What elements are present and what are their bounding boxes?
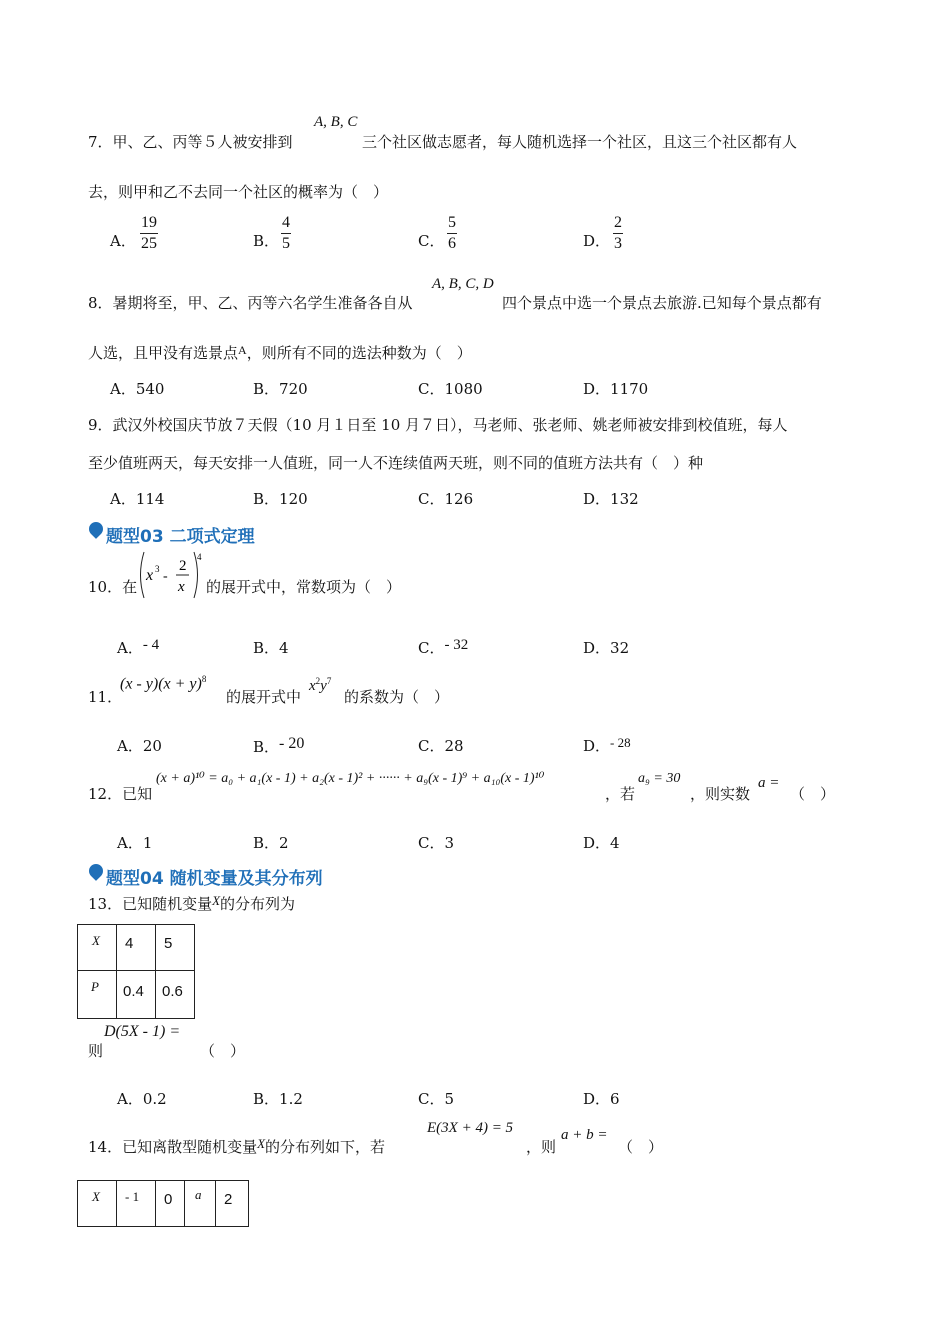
q10-option-b: B．4 xyxy=(253,639,289,657)
q7-option-d-fraction: 2 3 xyxy=(614,214,622,252)
q11-option-b: B．- 20 xyxy=(253,735,305,756)
q13-expression: D(5X - 1) = xyxy=(104,1023,181,1040)
q12-option-b: B．2 xyxy=(253,834,289,852)
q7-option-a-label: A． xyxy=(110,232,136,250)
q12-option-a: A．1 xyxy=(117,834,153,852)
q10-x: x xyxy=(146,567,154,584)
q12-var: a = xyxy=(758,775,780,791)
q13-option-b: B．1.2 xyxy=(253,1090,303,1108)
section-heading-04: 题型04 随机变量及其分布列 xyxy=(106,869,323,889)
q7-option-b-fraction: 4 5 xyxy=(282,214,290,252)
q10-prefix: 10．在 xyxy=(88,578,138,596)
q12-paren: （ ） xyxy=(790,785,836,803)
section-pin-icon xyxy=(86,861,106,881)
q10-option-d: D．32 xyxy=(583,639,630,657)
q13-paren: （ ） xyxy=(200,1042,246,1060)
q9-option-c: C．126 xyxy=(418,490,474,508)
q7-line1: 7．甲、乙、丙等５人被安排到 xyxy=(88,133,293,151)
q7-option-a-fraction: 19 25 xyxy=(141,214,157,252)
q7-line1-b: 三个社区做志愿者，每人随机选择一个社区，且这三个社区都有人 xyxy=(362,133,798,151)
table-cell: P xyxy=(78,971,117,1019)
q12-option-c: C．3 xyxy=(418,834,455,852)
table-cell: 0 xyxy=(156,1181,185,1227)
q8-line1-b: 四个景点中选一个景点去旅游.已知每个景点都有 xyxy=(502,294,822,312)
table-cell: a xyxy=(185,1181,216,1227)
q12-text-a: ，若 xyxy=(605,785,636,803)
table-cell: X xyxy=(78,1181,117,1227)
q9-line1: 9．武汉外校国庆节放７天假（10 月１日至 10 月７日），马老师、张老师、姚老师被安排到校值班，每人 xyxy=(88,416,788,434)
q8-option-b: B．720 xyxy=(253,380,308,398)
q10-option-c: C．- 32 xyxy=(418,637,469,657)
q11-option-c: C．28 xyxy=(418,737,464,755)
q7-option-c-fraction: 5 6 xyxy=(448,214,456,252)
q10-frac-den: x xyxy=(178,579,185,595)
q8-line1: 8．暑期将至，甲、乙、丙等六名学生准备各自从 xyxy=(88,294,413,312)
q8-option-d: D．1170 xyxy=(583,380,649,398)
q12-equation: (x + a)¹⁰ = a₀ + a₁(x - 1) + a₂(x - 1)² + ······ + a₉(x - 1)⁹ + a₁₀(x - 1)¹⁰ xyxy=(156,771,545,786)
q10-exp3: 3 xyxy=(155,564,160,574)
q8-option-a: A．540 xyxy=(110,380,165,398)
q7-option-d-label: D． xyxy=(583,232,611,250)
q13-option-c: C．5 xyxy=(418,1090,455,1108)
table-cell: 4 xyxy=(117,925,156,971)
table-cell: 2 xyxy=(216,1181,249,1227)
q12-option-d: D．4 xyxy=(583,834,620,852)
q14-text-a: 14．已知离散型随机变量X的分布列如下，若 xyxy=(88,1136,386,1156)
q10-pow: 4 xyxy=(197,552,202,562)
q10-text: 的展开式中，常数项为（ ） xyxy=(206,578,402,596)
q13-option-d: D．6 xyxy=(583,1090,620,1108)
q9-option-a: A．114 xyxy=(110,490,165,508)
q11-expression: $(x - y)(x + y)^8$ xyxy=(120,674,207,693)
q11-option-d: D．- 28 xyxy=(583,735,631,755)
q12-condition: a₉ = 30 xyxy=(638,771,681,786)
q10-option-a: A．- 4 xyxy=(117,637,160,657)
q13-option-a: A．0.2 xyxy=(117,1090,167,1108)
q11-text-b: 的系数为（ ） xyxy=(344,688,450,706)
q10-binomial-expression xyxy=(136,550,206,600)
q8-line2: 人选，且甲没有选景点$^A$，则所有不同的选法种数为（ ） xyxy=(88,343,472,362)
q7-option-b-label: B． xyxy=(253,232,280,250)
q9-option-b: B．120 xyxy=(253,490,308,508)
q13-distribution-table xyxy=(77,924,195,1019)
q12-text-b: ，则实数 xyxy=(690,785,751,803)
q11-option-a: A．20 xyxy=(117,737,162,755)
table-cell: 0.6 xyxy=(156,971,195,1019)
q11-term: $x^2y^7$ xyxy=(309,676,332,694)
q14-condition: E(3X + 4) = 5 xyxy=(427,1120,514,1136)
q7-math-abc: A, B, C xyxy=(314,114,358,130)
table-cell: 5 xyxy=(156,925,195,971)
q12-prefix: 12．已知 xyxy=(88,785,153,803)
q8-option-c: C．1080 xyxy=(418,380,483,398)
table-cell: - 1 xyxy=(117,1181,156,1227)
table-cell: X xyxy=(78,925,117,971)
q9-option-d: D．132 xyxy=(583,490,639,508)
q11-text-a: 的展开式中 xyxy=(226,688,302,706)
section-pin-icon xyxy=(86,519,106,539)
section-heading-03: 题型03 二项式定理 xyxy=(106,527,255,547)
q10-minus: - xyxy=(163,569,168,584)
q14-text-c: ，则 xyxy=(526,1138,557,1156)
table-cell: 0.4 xyxy=(117,971,156,1019)
q9-line2: 至少值班两天，每天安排一人值班，同一人不连续值两天班，则不同的值班方法共有（ ）种 xyxy=(88,454,704,472)
q10-frac-num: 2 xyxy=(179,558,187,574)
q8-math-abcd: A, B, C, D xyxy=(432,276,494,292)
q14-expression: a + b = xyxy=(561,1127,608,1143)
q7-line2: 去，则甲和乙不去同一个社区的概率为（ ） xyxy=(88,183,389,201)
q14-paren: （ ） xyxy=(618,1138,664,1156)
q13-then: 则 xyxy=(88,1042,104,1060)
q7-option-c-label: C． xyxy=(418,232,445,250)
q13-line1: 13．已知随机变量X的分布列为 xyxy=(88,893,296,913)
q14-distribution-table xyxy=(77,1180,249,1227)
q11-prefix: 11． xyxy=(88,688,123,706)
